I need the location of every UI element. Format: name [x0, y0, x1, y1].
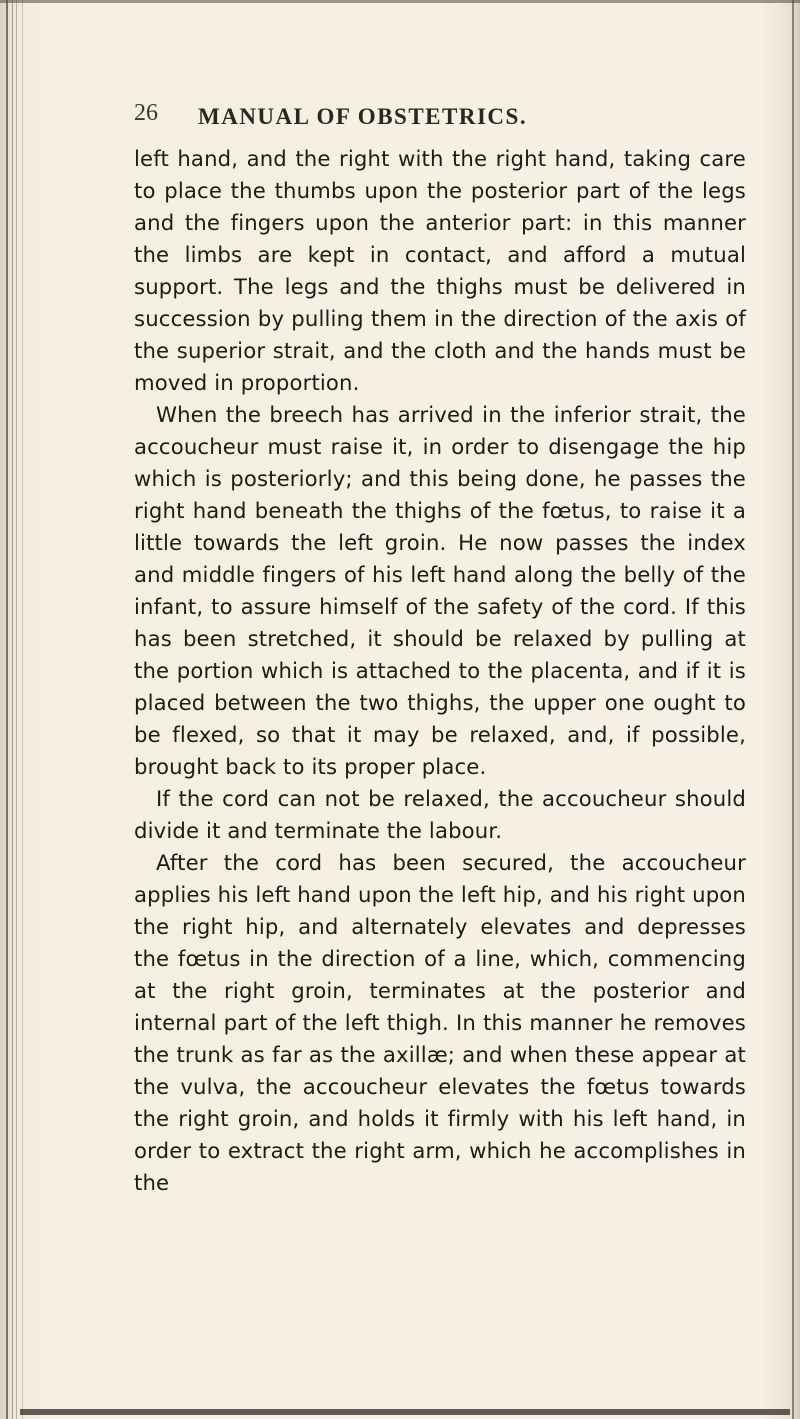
page-top-edge: [0, 0, 800, 3]
page-bottom-edge: [20, 1409, 790, 1415]
binding-line: [16, 0, 17, 1419]
paragraph-after-cord: After the cord has been secured, the accoucheur applies his left hand upon the left hip, and his right upon the right hip, and alternately elevates and depresses the fœtus in the direction of a line, which, commencing at the right groin, terminates at the posterior and internal part of the left thigh. In this manner he removes the trunk as far as the axillæ; and when these appear at the vulva, the accoucheur elevates the fœtus towards the right groin, and holds it firmly with his left hand, in order to extract the right arm, which he accomplishes in the: [134, 850, 746, 1195]
running-title: MANUAL OF OBSTETRICS.: [198, 104, 528, 129]
paragraph-cord: If the cord can not be relaxed, the accoucheur should divide it and terminate the labour.: [134, 786, 746, 843]
paragraph-continued: left hand, and the right with the right hand, taking care to place the thumbs upon the posterior part of the legs and the fingers upon the anterior part: in this manner the limbs are kept in contact, and afford a mutual support. The legs and the thighs must be delivered in succession by pulling them in the direction of the axis of the superior strait, and the cloth and the hands must be moved in proportion.: [134, 146, 746, 395]
binding-line: [12, 0, 13, 1419]
paragraph-breech: When the breech has arrived in the inferior strait, the accoucheur must raise it, in order to disengage the hip which is posteriorly; and this being done, he passes the right hand beneath the thighs of the fœtus, to raise it a little towards the left groin. He now passes the index and middle fingers of his left hand along the belly of the infant, to assure himself of the safety of the cord. If this has been stretched, it should be relaxed by pulling at the portion which is attached to the placenta, and if it is placed between the two thighs, the upper one ought to be flexed, so that it may be relaxed, and, if possible, brought back to its proper place.: [134, 402, 746, 779]
page-header: [134, 100, 694, 134]
binding-line: [22, 0, 23, 1419]
page-number: 26: [134, 100, 158, 126]
body-text: [134, 143, 746, 1199]
binding-line: [6, 0, 8, 1419]
page-right-edge: [792, 0, 794, 1419]
